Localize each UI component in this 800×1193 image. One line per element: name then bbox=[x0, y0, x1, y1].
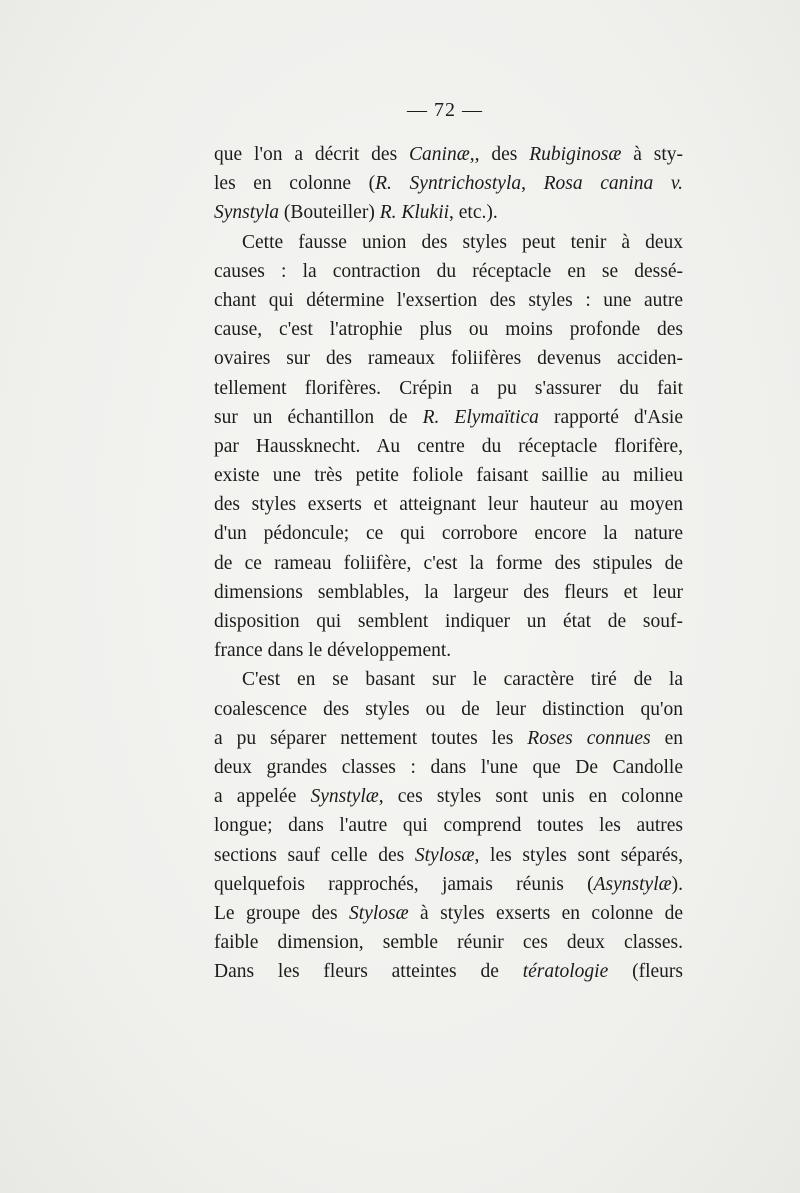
text-segment: ovaires sur des rameaux foliifères devenus acciden- bbox=[214, 348, 683, 370]
text-line bbox=[214, 782, 683, 811]
text-line bbox=[214, 841, 683, 870]
italic-text-segment: Stylosæ bbox=[349, 902, 409, 924]
text-segment: C'est en se basant sur le caractère tiré de la bbox=[242, 669, 683, 691]
italic-text-segment: Rubiginosæ bbox=[529, 144, 622, 165]
italic-text-segment: Asynstylæ bbox=[593, 873, 672, 895]
italic-text-segment: Stylosæ bbox=[414, 844, 475, 866]
text-segment: quelquefois rapprochés, jamais réunis ( bbox=[214, 873, 594, 895]
italic-text-segment: R. Klukii bbox=[379, 202, 450, 224]
text-line bbox=[214, 753, 683, 782]
text-line bbox=[214, 140, 683, 169]
text-segment: rapporté d'Asie bbox=[538, 406, 684, 428]
text-line bbox=[214, 315, 683, 344]
text-segment: coalescence des styles ou de leur distinction qu'on bbox=[214, 698, 683, 720]
text-segment: tellement florifères. Crépin a pu s'assurer du fait bbox=[214, 377, 683, 399]
text-line bbox=[214, 899, 683, 928]
text-segment: sur un échantillon de bbox=[214, 406, 423, 428]
text-segment: causes : la contraction du réceptacle en se dessé- bbox=[214, 260, 683, 282]
text-segment: disposition qui semblent indiquer un état de souf- bbox=[214, 611, 683, 632]
text-line bbox=[214, 432, 683, 461]
text-line bbox=[214, 665, 683, 694]
italic-text-segment: Synstyla bbox=[214, 202, 279, 224]
text-segment: d'un pédoncule; ce qui corrobore encore la nature bbox=[214, 523, 683, 545]
text-line bbox=[214, 811, 683, 840]
italic-text-segment: tératologie bbox=[522, 961, 609, 983]
text-segment: à styles exserts en colonne de bbox=[408, 902, 683, 924]
text-segment: Cette fausse union des styles peut tenir à deux bbox=[242, 231, 683, 253]
text-segment: par Haussknecht. Au centre du réceptacle florifère, bbox=[214, 435, 683, 457]
text-segment: , etc.). bbox=[449, 202, 498, 224]
text-segment: a appelée bbox=[214, 786, 311, 808]
text-line bbox=[214, 636, 683, 665]
text-line bbox=[214, 549, 683, 578]
text-line bbox=[214, 198, 683, 227]
text-line bbox=[214, 724, 683, 753]
text-segment: les en colonne ( bbox=[214, 173, 376, 195]
text-segment: dimensions semblables, la largeur des fleurs et leur bbox=[214, 581, 683, 603]
italic-text-segment: Roses connues bbox=[527, 727, 651, 749]
text-line bbox=[214, 344, 683, 373]
text-line bbox=[214, 374, 683, 403]
text-segment: , bbox=[521, 173, 544, 195]
text-segment: , les styles sont séparés, bbox=[474, 844, 683, 866]
text-line bbox=[214, 257, 683, 286]
italic-text-segment: Synstylæ bbox=[310, 786, 379, 808]
text-segment: chant qui détermine l'exsertion des styles : une autre bbox=[214, 289, 683, 311]
text-segment: france dans le développement. bbox=[214, 640, 452, 662]
text-segment: en bbox=[650, 727, 683, 749]
text-line bbox=[214, 695, 683, 724]
text-line bbox=[214, 607, 683, 636]
text-segment: Le groupe des bbox=[214, 902, 350, 924]
text-segment: à sty- bbox=[621, 144, 684, 165]
text-segment: ). bbox=[671, 873, 683, 895]
text-segment: , ces styles sont unis en colonne bbox=[378, 786, 683, 808]
text-segment: de ce rameau foliifère, c'est la forme des stipules de bbox=[214, 552, 683, 574]
text-segment: deux grandes classes : dans l'une que De Candolle bbox=[214, 756, 683, 778]
text-segment: que l'on a décrit des bbox=[214, 144, 410, 165]
text-line bbox=[214, 228, 683, 257]
text-line bbox=[214, 870, 683, 899]
page-number: — 72 — bbox=[407, 99, 483, 121]
text-line bbox=[214, 461, 683, 490]
text-segment: existe une très petite foliole faisant saillie au milieu bbox=[214, 465, 683, 487]
italic-text-segment: R. Syntrichostyla bbox=[375, 173, 522, 195]
text-line bbox=[214, 519, 683, 548]
text-segment: longue; dans l'autre qui comprend toutes les autres bbox=[214, 815, 683, 837]
text-segment: cause, c'est l'atrophie plus ou moins profonde des bbox=[214, 319, 683, 341]
text-segment: faible dimension, semble réunir ces deux classes. bbox=[214, 932, 683, 954]
text-line bbox=[214, 286, 683, 315]
text-line bbox=[214, 490, 683, 519]
text-line bbox=[214, 403, 683, 432]
text-segment: a pu séparer nettement toutes les bbox=[214, 727, 528, 749]
italic-text-segment: R. Elymaïtica bbox=[422, 406, 539, 428]
body-text bbox=[214, 140, 683, 986]
text-line bbox=[214, 169, 683, 198]
italic-text-segment: Caninæ bbox=[409, 144, 470, 165]
text-segment: sections sauf celle des bbox=[214, 844, 415, 866]
italic-text-segment: Rosa canina v. bbox=[543, 173, 683, 195]
text-segment: ,, des bbox=[469, 144, 530, 165]
text-line bbox=[214, 578, 683, 607]
text-segment: des styles exserts et atteignant leur hauteur au moyen bbox=[214, 494, 683, 516]
text-segment: (fleurs bbox=[608, 961, 683, 983]
text-segment: Dans les fleurs atteintes de bbox=[214, 961, 523, 983]
text-segment: (Bouteiller) bbox=[278, 202, 380, 224]
text-line bbox=[214, 928, 683, 957]
text-line bbox=[214, 957, 683, 986]
